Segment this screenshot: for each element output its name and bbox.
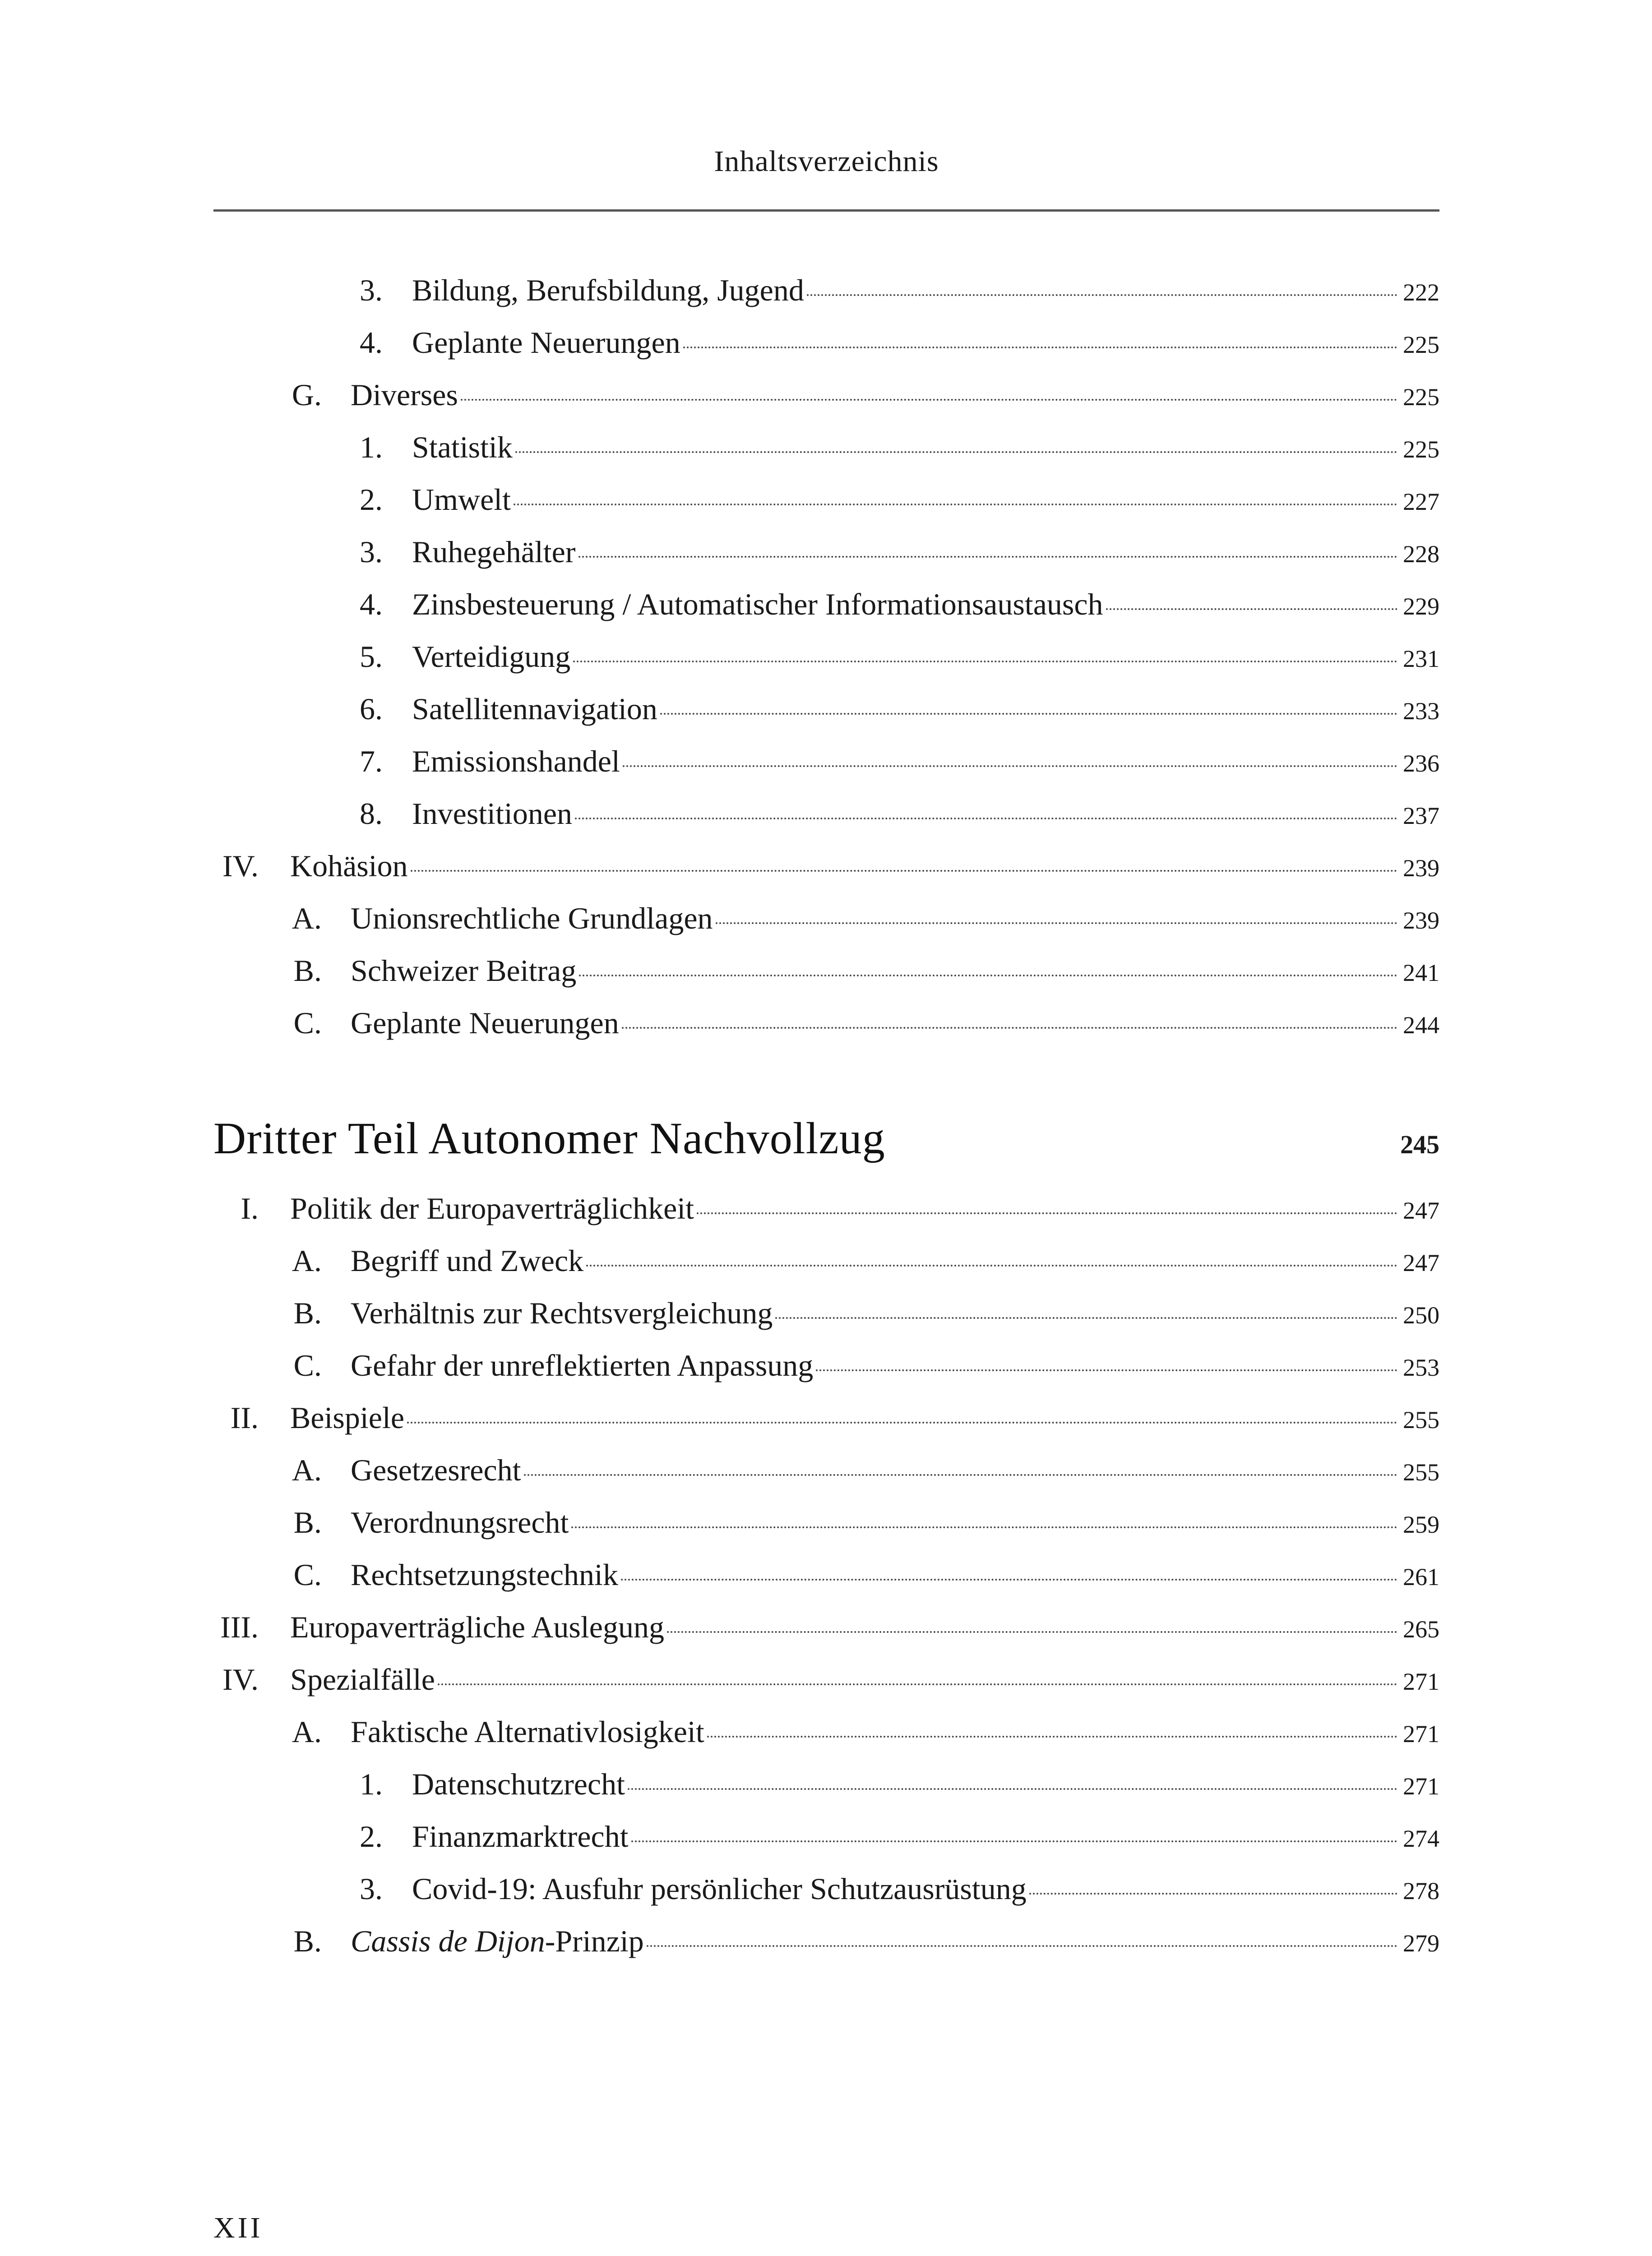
dot-leader bbox=[578, 556, 1397, 558]
toc-entry-line bbox=[290, 1182, 1439, 1237]
toc-entry bbox=[213, 787, 1439, 840]
toc-entry-title: Europaverträgliche Auslegung bbox=[290, 1610, 664, 1644]
toc-entry-line bbox=[351, 1234, 1439, 1289]
toc-entry-page: 236 bbox=[1403, 750, 1439, 777]
dot-leader bbox=[411, 870, 1397, 872]
toc-entry-number: 2. bbox=[360, 1819, 383, 1854]
dot-leader bbox=[573, 661, 1397, 662]
dot-leader bbox=[1029, 1893, 1397, 1895]
toc-entry bbox=[213, 1234, 1439, 1287]
toc-entry-title: Satellitennavigation bbox=[412, 692, 657, 726]
toc-entry-title: Unionsrechtliche Grundlagen bbox=[351, 901, 713, 935]
toc-entry-number: IV. bbox=[222, 849, 259, 883]
toc-entry-page: 231 bbox=[1403, 645, 1439, 672]
toc-entry-number: 3. bbox=[360, 1872, 383, 1906]
toc-entry-page: 228 bbox=[1403, 541, 1439, 568]
toc-entry bbox=[213, 1601, 1439, 1653]
toc-entry bbox=[213, 735, 1439, 787]
toc-entry bbox=[213, 892, 1439, 944]
dot-leader bbox=[683, 347, 1397, 348]
toc-entry-line bbox=[412, 1810, 1439, 1865]
toc-entry-number: II. bbox=[230, 1401, 259, 1435]
toc-entry-page: 247 bbox=[1403, 1249, 1439, 1276]
toc-entry-number: 1. bbox=[360, 430, 383, 464]
toc-entry-title: Investitionen bbox=[412, 796, 573, 831]
toc-entry-title: Gefahr der unreflektierten Anpassung bbox=[351, 1348, 814, 1382]
toc-entry-line bbox=[412, 1758, 1439, 1812]
toc-entry bbox=[213, 1392, 1439, 1444]
toc-entry-line bbox=[351, 1287, 1439, 1341]
toc-entry-title: Rechtsetzungstechnik bbox=[351, 1558, 618, 1592]
toc-entry-number: 3. bbox=[360, 273, 383, 307]
toc-entry-page: 222 bbox=[1403, 279, 1439, 306]
toc-entry-line bbox=[290, 1392, 1439, 1446]
dot-leader bbox=[571, 1526, 1397, 1528]
dot-leader bbox=[628, 1788, 1397, 1790]
toc-entry-title: Finanzmarktrecht bbox=[412, 1819, 629, 1854]
toc-entry bbox=[213, 630, 1439, 683]
table-of-contents bbox=[213, 264, 1439, 1967]
part-heading bbox=[213, 1103, 1439, 1173]
toc-entry-title: Verhältnis zur Rechtsvergleichung bbox=[351, 1296, 773, 1330]
toc-entry-title: Schweizer Beitrag bbox=[351, 953, 577, 988]
toc-entry-page: 244 bbox=[1403, 1012, 1439, 1039]
toc-entry-line bbox=[412, 683, 1439, 737]
toc-entry-page: 239 bbox=[1403, 907, 1439, 934]
toc-entry-number: C. bbox=[293, 1558, 322, 1592]
toc-entry-page: 225 bbox=[1403, 384, 1439, 411]
part-title: Dritter Teil Autonomer Nachvollzug bbox=[213, 1113, 885, 1163]
toc-entry-title: Geplante Neuerungen bbox=[351, 1006, 619, 1040]
dot-leader bbox=[660, 713, 1397, 715]
toc-entry bbox=[213, 369, 1439, 421]
toc-entry-page: 239 bbox=[1403, 855, 1439, 882]
toc-entry-number: A. bbox=[292, 1244, 322, 1278]
toc-entry-page: 241 bbox=[1403, 959, 1439, 986]
toc-entry-page: 278 bbox=[1403, 1877, 1439, 1905]
dot-leader bbox=[697, 1212, 1397, 1214]
toc-entry-page: 265 bbox=[1403, 1616, 1439, 1643]
toc-entry-number: A. bbox=[292, 901, 322, 935]
toc-entry-line bbox=[290, 1653, 1439, 1708]
toc-entry-title: Faktische Alternativlosigkeit bbox=[351, 1715, 704, 1749]
dot-leader bbox=[816, 1369, 1397, 1371]
toc-entry bbox=[213, 944, 1439, 997]
running-head: Inhaltsverzeichnis bbox=[714, 145, 939, 178]
toc-entry-number: B. bbox=[293, 1505, 322, 1539]
toc-entry-page: 274 bbox=[1403, 1825, 1439, 1852]
toc-entry-title: Verteidigung bbox=[412, 639, 571, 674]
toc-entry bbox=[213, 1287, 1439, 1339]
toc-entry-number: 1. bbox=[360, 1767, 383, 1801]
toc-entry-page: 227 bbox=[1403, 488, 1439, 515]
toc-entry-line bbox=[412, 1863, 1439, 1917]
toc-entry-number: C. bbox=[293, 1006, 322, 1040]
toc-entry-page: 247 bbox=[1403, 1197, 1439, 1224]
toc-entry-number: B. bbox=[293, 1296, 322, 1330]
toc-entry-number: 7. bbox=[360, 744, 383, 778]
toc-entry-page: 271 bbox=[1403, 1720, 1439, 1747]
dot-leader bbox=[647, 1945, 1397, 1947]
toc-entry bbox=[213, 1496, 1439, 1549]
toc-entry-line bbox=[290, 840, 1439, 894]
toc-entry-title: Kohäsion bbox=[290, 849, 408, 883]
toc-entry-number: G. bbox=[292, 378, 322, 412]
toc-entry bbox=[213, 578, 1439, 630]
toc-entry-title: Beispiele bbox=[290, 1401, 405, 1435]
toc-entry-line bbox=[351, 944, 1439, 999]
toc-entry-number: IV. bbox=[222, 1662, 259, 1697]
toc-entry-line bbox=[412, 735, 1439, 790]
dot-leader bbox=[586, 1265, 1397, 1267]
toc-entry-line bbox=[351, 997, 1439, 1051]
toc-entry-title: Politik der Europaverträglichkeit bbox=[290, 1191, 694, 1225]
toc-entry bbox=[213, 840, 1439, 892]
dot-leader bbox=[622, 1027, 1397, 1029]
toc-entry-number: B. bbox=[293, 1924, 322, 1958]
toc-entry-title: Geplante Neuerungen bbox=[412, 325, 680, 360]
toc-entry bbox=[213, 1653, 1439, 1706]
toc-entry-title: Datenschutzrecht bbox=[412, 1767, 625, 1801]
toc-entry-line bbox=[412, 787, 1439, 842]
toc-entry-number: 3. bbox=[360, 535, 383, 569]
toc-entry-number: 6. bbox=[360, 692, 383, 726]
dot-leader bbox=[623, 765, 1397, 767]
toc-entry-line bbox=[351, 892, 1439, 947]
toc-entry-title: Emissionshandel bbox=[412, 744, 620, 778]
toc-entry-page: 255 bbox=[1403, 1406, 1439, 1433]
toc-entry-number: 8. bbox=[360, 796, 383, 831]
dot-leader bbox=[524, 1474, 1397, 1476]
toc-entry-page: 253 bbox=[1403, 1354, 1439, 1381]
toc-entry-page: 237 bbox=[1403, 802, 1439, 829]
toc-entry-page: 233 bbox=[1403, 698, 1439, 725]
toc-entry bbox=[213, 316, 1439, 369]
dot-leader bbox=[631, 1840, 1397, 1842]
toc-entry-line bbox=[351, 1444, 1439, 1498]
toc-part-entries bbox=[213, 1182, 1439, 1967]
toc-entry-number: C. bbox=[293, 1348, 322, 1382]
toc-entry-line bbox=[351, 1549, 1439, 1603]
page-folio: XII bbox=[213, 2211, 263, 2244]
toc-entry-line bbox=[351, 1496, 1439, 1551]
toc-entry-line bbox=[290, 1601, 1439, 1655]
toc-entry bbox=[213, 473, 1439, 526]
toc-entry-number: A. bbox=[292, 1715, 322, 1749]
toc-entry-page: 279 bbox=[1403, 1930, 1439, 1957]
toc-entry-number: III. bbox=[220, 1610, 259, 1644]
toc-entry-line bbox=[412, 316, 1439, 371]
toc-entry-title-rest: -Prinzip bbox=[545, 1924, 644, 1958]
toc-entry-page: 225 bbox=[1403, 436, 1439, 463]
dot-leader bbox=[575, 818, 1397, 819]
toc-entry-number: 2. bbox=[360, 482, 383, 517]
dot-leader bbox=[807, 294, 1397, 296]
part-page-number: 245 bbox=[1400, 1130, 1439, 1159]
toc-entry-page: 259 bbox=[1403, 1511, 1439, 1538]
toc-entry bbox=[213, 1863, 1439, 1915]
toc-entry bbox=[213, 1339, 1439, 1392]
dot-leader bbox=[707, 1736, 1397, 1738]
toc-entry bbox=[213, 1444, 1439, 1496]
toc-entry-number: 4. bbox=[360, 325, 383, 360]
dot-leader bbox=[1106, 608, 1397, 610]
toc-entry-title: Begriff und Zweck bbox=[351, 1244, 584, 1278]
dot-leader bbox=[716, 922, 1397, 924]
toc-entry-line bbox=[412, 630, 1439, 685]
toc-entry-number: 5. bbox=[360, 639, 383, 674]
toc-entry bbox=[213, 997, 1439, 1049]
dot-leader bbox=[514, 504, 1397, 505]
toc-entry bbox=[213, 1758, 1439, 1810]
toc-entry-number: 4. bbox=[360, 587, 383, 621]
toc-entry-title: Zinsbesteuerung / Automatischer Informationsaustausch bbox=[412, 587, 1103, 621]
toc-entry-page: 271 bbox=[1403, 1668, 1439, 1695]
toc-entry-line bbox=[412, 578, 1439, 633]
toc-entry-line bbox=[412, 264, 1439, 319]
toc-entry bbox=[213, 1706, 1439, 1758]
toc-entry-title: Bildung, Berufsbildung, Jugend bbox=[412, 273, 804, 307]
toc-entry-title: Verordnungsrecht bbox=[351, 1505, 569, 1539]
toc-entry-line bbox=[351, 1915, 1439, 1969]
toc-entry-number: I. bbox=[241, 1191, 259, 1225]
toc-entry-title: Umwelt bbox=[412, 482, 511, 517]
toc-entry-page: 255 bbox=[1403, 1459, 1439, 1486]
toc-entry-page: 271 bbox=[1403, 1773, 1439, 1800]
toc-entry bbox=[213, 1810, 1439, 1863]
toc-entry-title bbox=[351, 1915, 644, 1967]
toc-entry-title: Statistik bbox=[412, 430, 513, 464]
dot-leader bbox=[621, 1579, 1397, 1581]
toc-entry-title: Ruhegehälter bbox=[412, 535, 576, 569]
toc-entry-line bbox=[412, 526, 1439, 580]
toc-entry-number: B. bbox=[293, 953, 322, 988]
header-rule bbox=[213, 209, 1439, 212]
toc-entry bbox=[213, 526, 1439, 578]
dot-leader bbox=[515, 451, 1397, 453]
toc-entry-page: 250 bbox=[1403, 1302, 1439, 1329]
toc-entry-line bbox=[412, 421, 1439, 476]
toc-entry bbox=[213, 683, 1439, 735]
toc-entry bbox=[213, 264, 1439, 316]
toc-entry-number: A. bbox=[292, 1453, 322, 1487]
toc-entry bbox=[213, 1915, 1439, 1967]
dot-leader bbox=[775, 1317, 1397, 1319]
dot-leader bbox=[407, 1422, 1397, 1424]
dot-leader bbox=[461, 399, 1397, 401]
toc-entry-line bbox=[351, 369, 1439, 423]
toc-entry-title: Diverses bbox=[351, 378, 458, 412]
dot-leader bbox=[579, 975, 1397, 976]
toc-entry-title: Gesetzesrecht bbox=[351, 1453, 521, 1487]
toc-entry-page: 261 bbox=[1403, 1563, 1439, 1590]
toc-entry-page: 229 bbox=[1403, 593, 1439, 620]
toc-entry-title: Spezialfälle bbox=[290, 1662, 435, 1697]
toc-entry-title: Covid-19: Ausfuhr persönlicher Schutzausrüstung bbox=[412, 1872, 1027, 1906]
toc-entry-line bbox=[351, 1706, 1439, 1760]
toc-entry bbox=[213, 1549, 1439, 1601]
dot-leader bbox=[438, 1683, 1397, 1685]
toc-entry bbox=[213, 1182, 1439, 1234]
toc-entry-line bbox=[412, 473, 1439, 528]
dot-leader bbox=[667, 1631, 1397, 1633]
toc-entry bbox=[213, 421, 1439, 473]
toc-entry-page: 225 bbox=[1403, 331, 1439, 358]
toc-entry-line bbox=[351, 1339, 1439, 1394]
toc-entry-title-italic: Cassis de Dijon bbox=[351, 1924, 545, 1958]
toc-section-continued bbox=[213, 264, 1439, 1049]
